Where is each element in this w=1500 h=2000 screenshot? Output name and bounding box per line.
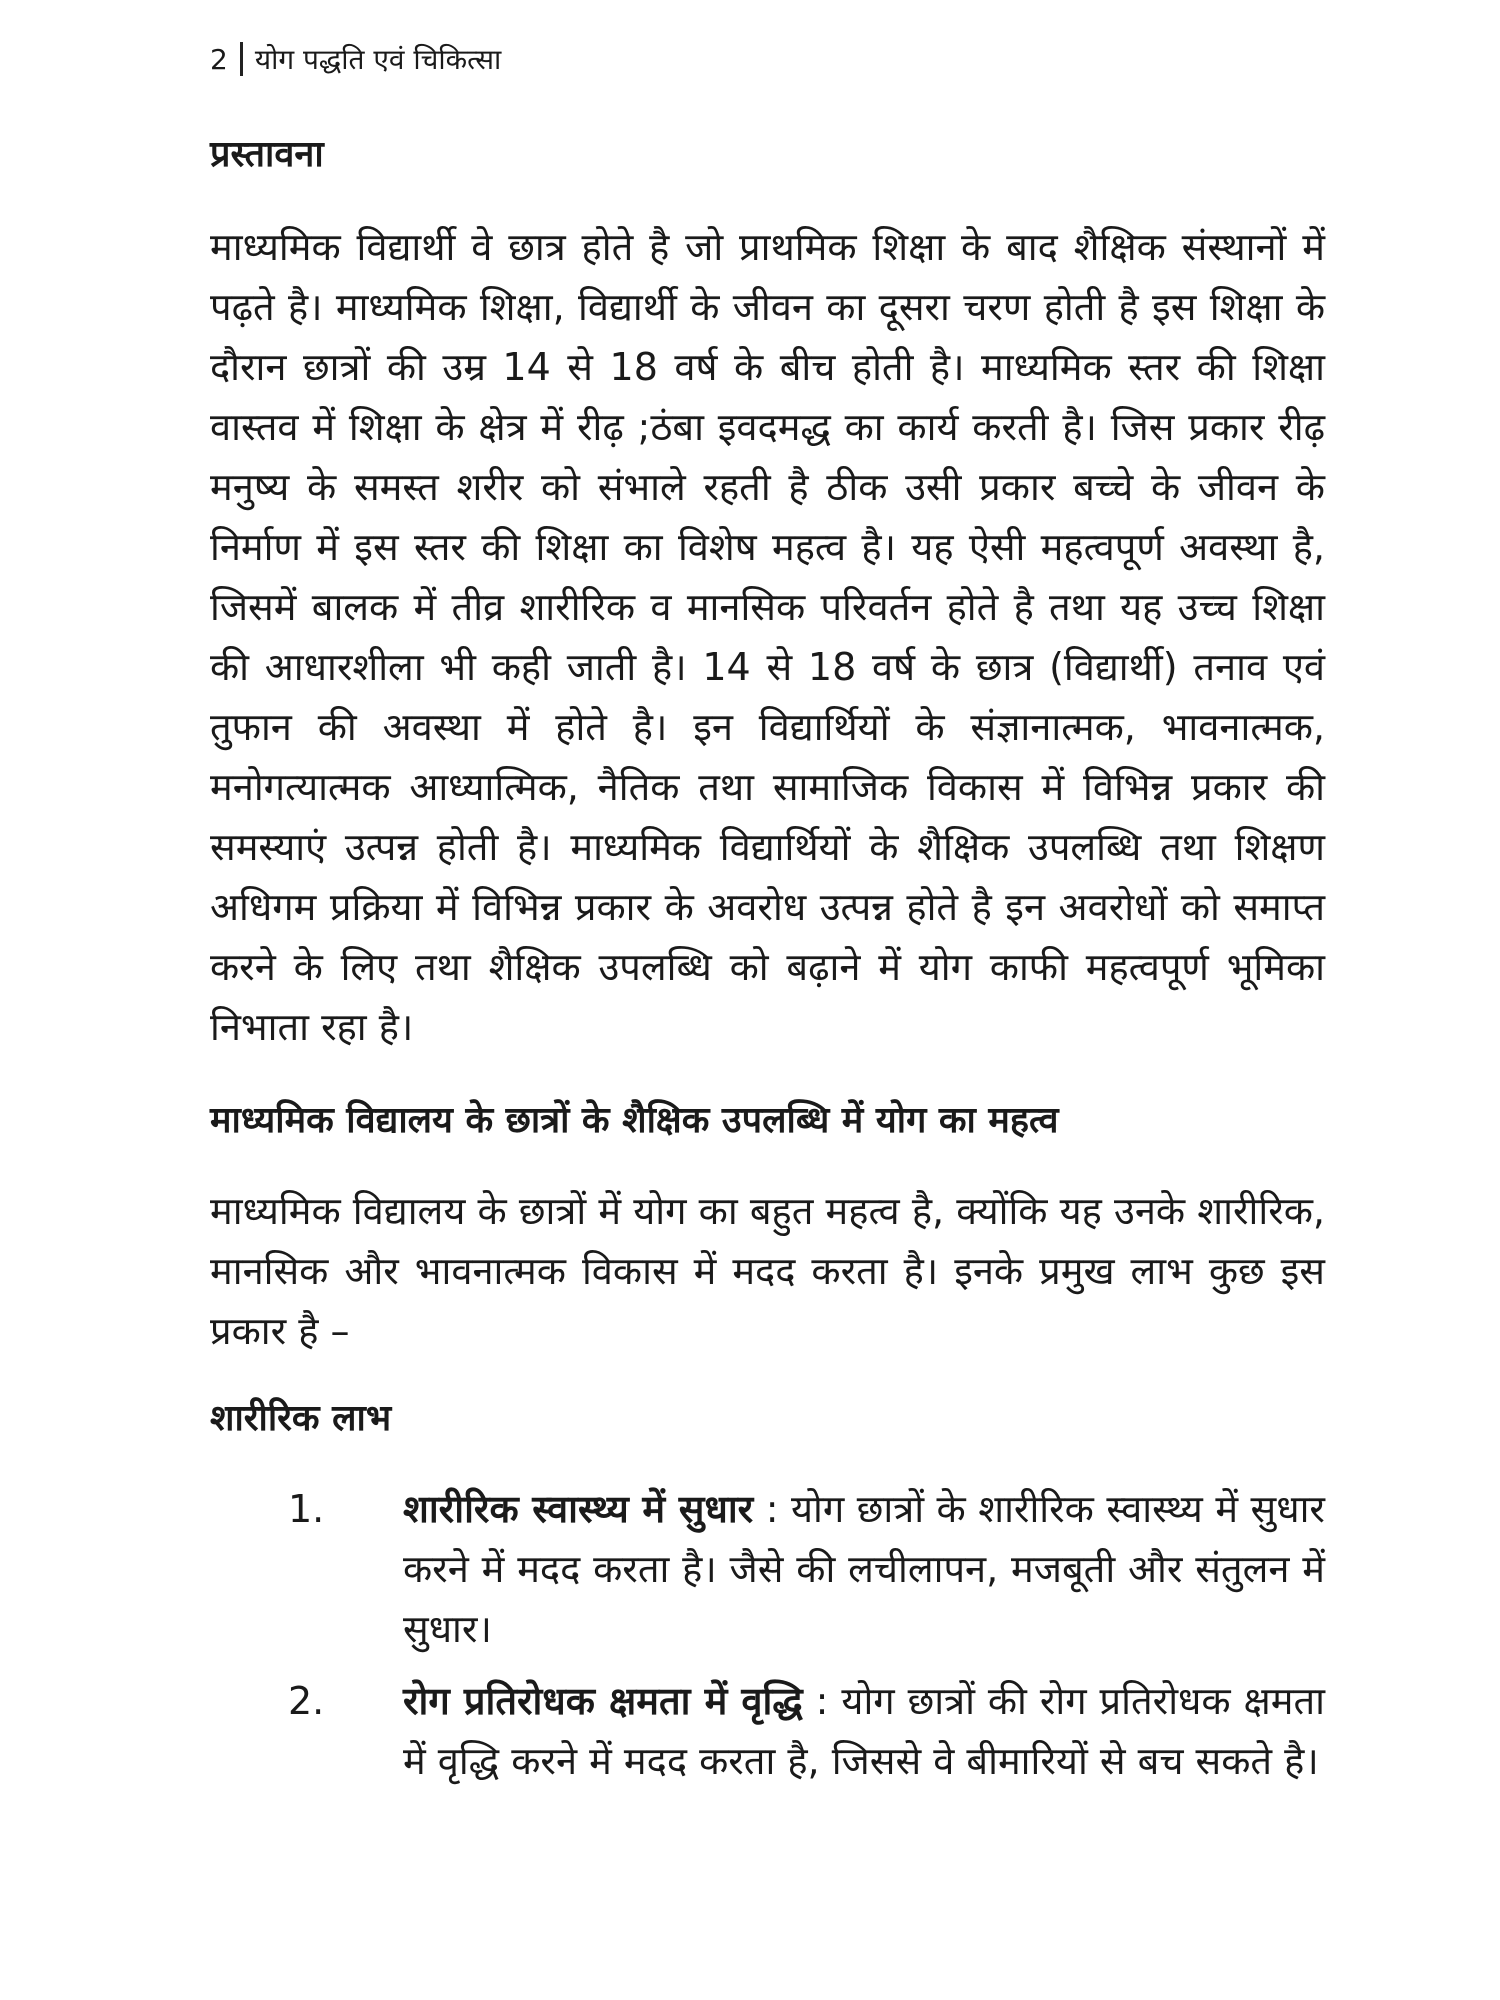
intro-heading: प्रस्तावना: [210, 134, 324, 175]
list-item-title: रोग प्रतिरोधक क्षमता में वृद्धि: [403, 1679, 803, 1723]
section-paragraph: माध्यमिक विद्यालय के छात्रों में योग का बहुत महत्व है, क्योंकि यह उनके शारीरिक, मानसिक और भावनात्मक विकास में मदद करता है। इनके प्रमुख लाभ कुछ इस प्रकार है –: [210, 1189, 1325, 1353]
intro-paragraph: माध्यमिक विद्यार्थी वे छात्र होते है जो प्राथमिक शिक्षा के बाद शैक्षिक संस्थानों में पढ़ते है। माध्यमिक शिक्षा, विद्यार्थी के जीवन का दूसरा चरण होती है इस शिक्षा के दौरान छात्रों की उम्र 14 से 18 वर्ष के बीच होती है। माध्यमिक स्तर की शिक्षा वास्तव में शिक्षा के क्षेत्र में रीढ़ ;ठंबा इवदमद्ध का कार्य करती है। जिस प्रकार रीढ़ मनुष्य के समस्त शरीर को संभाले रहती है ठीक उसी प्रकार बच्चे के जीवन के निर्माण में इस स्तर की शिक्षा का विशेष महत्व है। यह ऐसी महत्वपूर्ण अवस्था है, जिसमें बालक में तीव्र शारीरिक व मानसिक परिवर्तन होते है तथा यह उच्च शिक्षा की आधारशीला भी कही जाती है। 14 से 18 वर्ष के छात्र (विद्यार्थी) तनाव एवं तुफान की अवस्था में होते है। इन विद्यार्थियों के संज्ञानात्मक, भावनात्मक, मनोगत्यात्मक आध्यात्मिक, नैतिक तथा सामाजिक विकास में विभिन्न प्रकार की समस्याएं उत्पन्न होती है। माध्यमिक विद्यार्थियों के शैक्षिक उपलब्धि तथा शिक्षण अधिगम प्रक्रिया में विभिन्न प्रकार के अवरोध उत्पन्न होते है इन अवरोधों को समाप्त करने के लिए तथा शैक्षिक उपलब्धि को बढ़ाने में योग काफी महत्वपूर्ण भूमिका निभाता रहा है।: [210, 225, 1325, 1049]
section-heading: माध्यमिक विद्यालय के छात्रों के शैक्षिक उपलब्धि में योग का महत्व: [210, 1100, 1059, 1141]
list-item-text: योग छात्रों के शारीरिक स्वास्थ्य में सुधार करने में मदद करता है। जैसे की लचीलापन, मजबूती और संतुलन में सुधार।: [403, 1487, 1325, 1651]
list-item-separator: :: [753, 1487, 791, 1531]
page-number: 2: [210, 42, 228, 76]
list-item-number: 1.: [288, 1487, 325, 1531]
list-item: [210, 1671, 1325, 1791]
physical-benefits-heading: शारीरिक लाभ: [210, 1398, 392, 1439]
book-title: योग पद्धति एवं चिकित्सा: [254, 43, 502, 76]
header-divider: [240, 42, 243, 76]
list-item-body: [363, 1671, 1325, 1791]
list-item-separator: :: [802, 1679, 842, 1723]
benefits-list: [210, 1479, 1325, 1791]
list-item: [210, 1479, 1325, 1659]
list-item-number: 2.: [288, 1679, 325, 1723]
page-header: [210, 40, 501, 78]
list-item-text: योग छात्रों की रोग प्रतिरोधक क्षमता में वृद्धि करने में मदद करता है, जिससे वे बीमारियों से बच सकते है।: [403, 1679, 1325, 1783]
page-content: [210, 125, 1325, 1803]
list-item-body: [363, 1479, 1325, 1659]
list-item-title: शारीरिक स्वास्थ्य में सुधार: [403, 1487, 754, 1531]
